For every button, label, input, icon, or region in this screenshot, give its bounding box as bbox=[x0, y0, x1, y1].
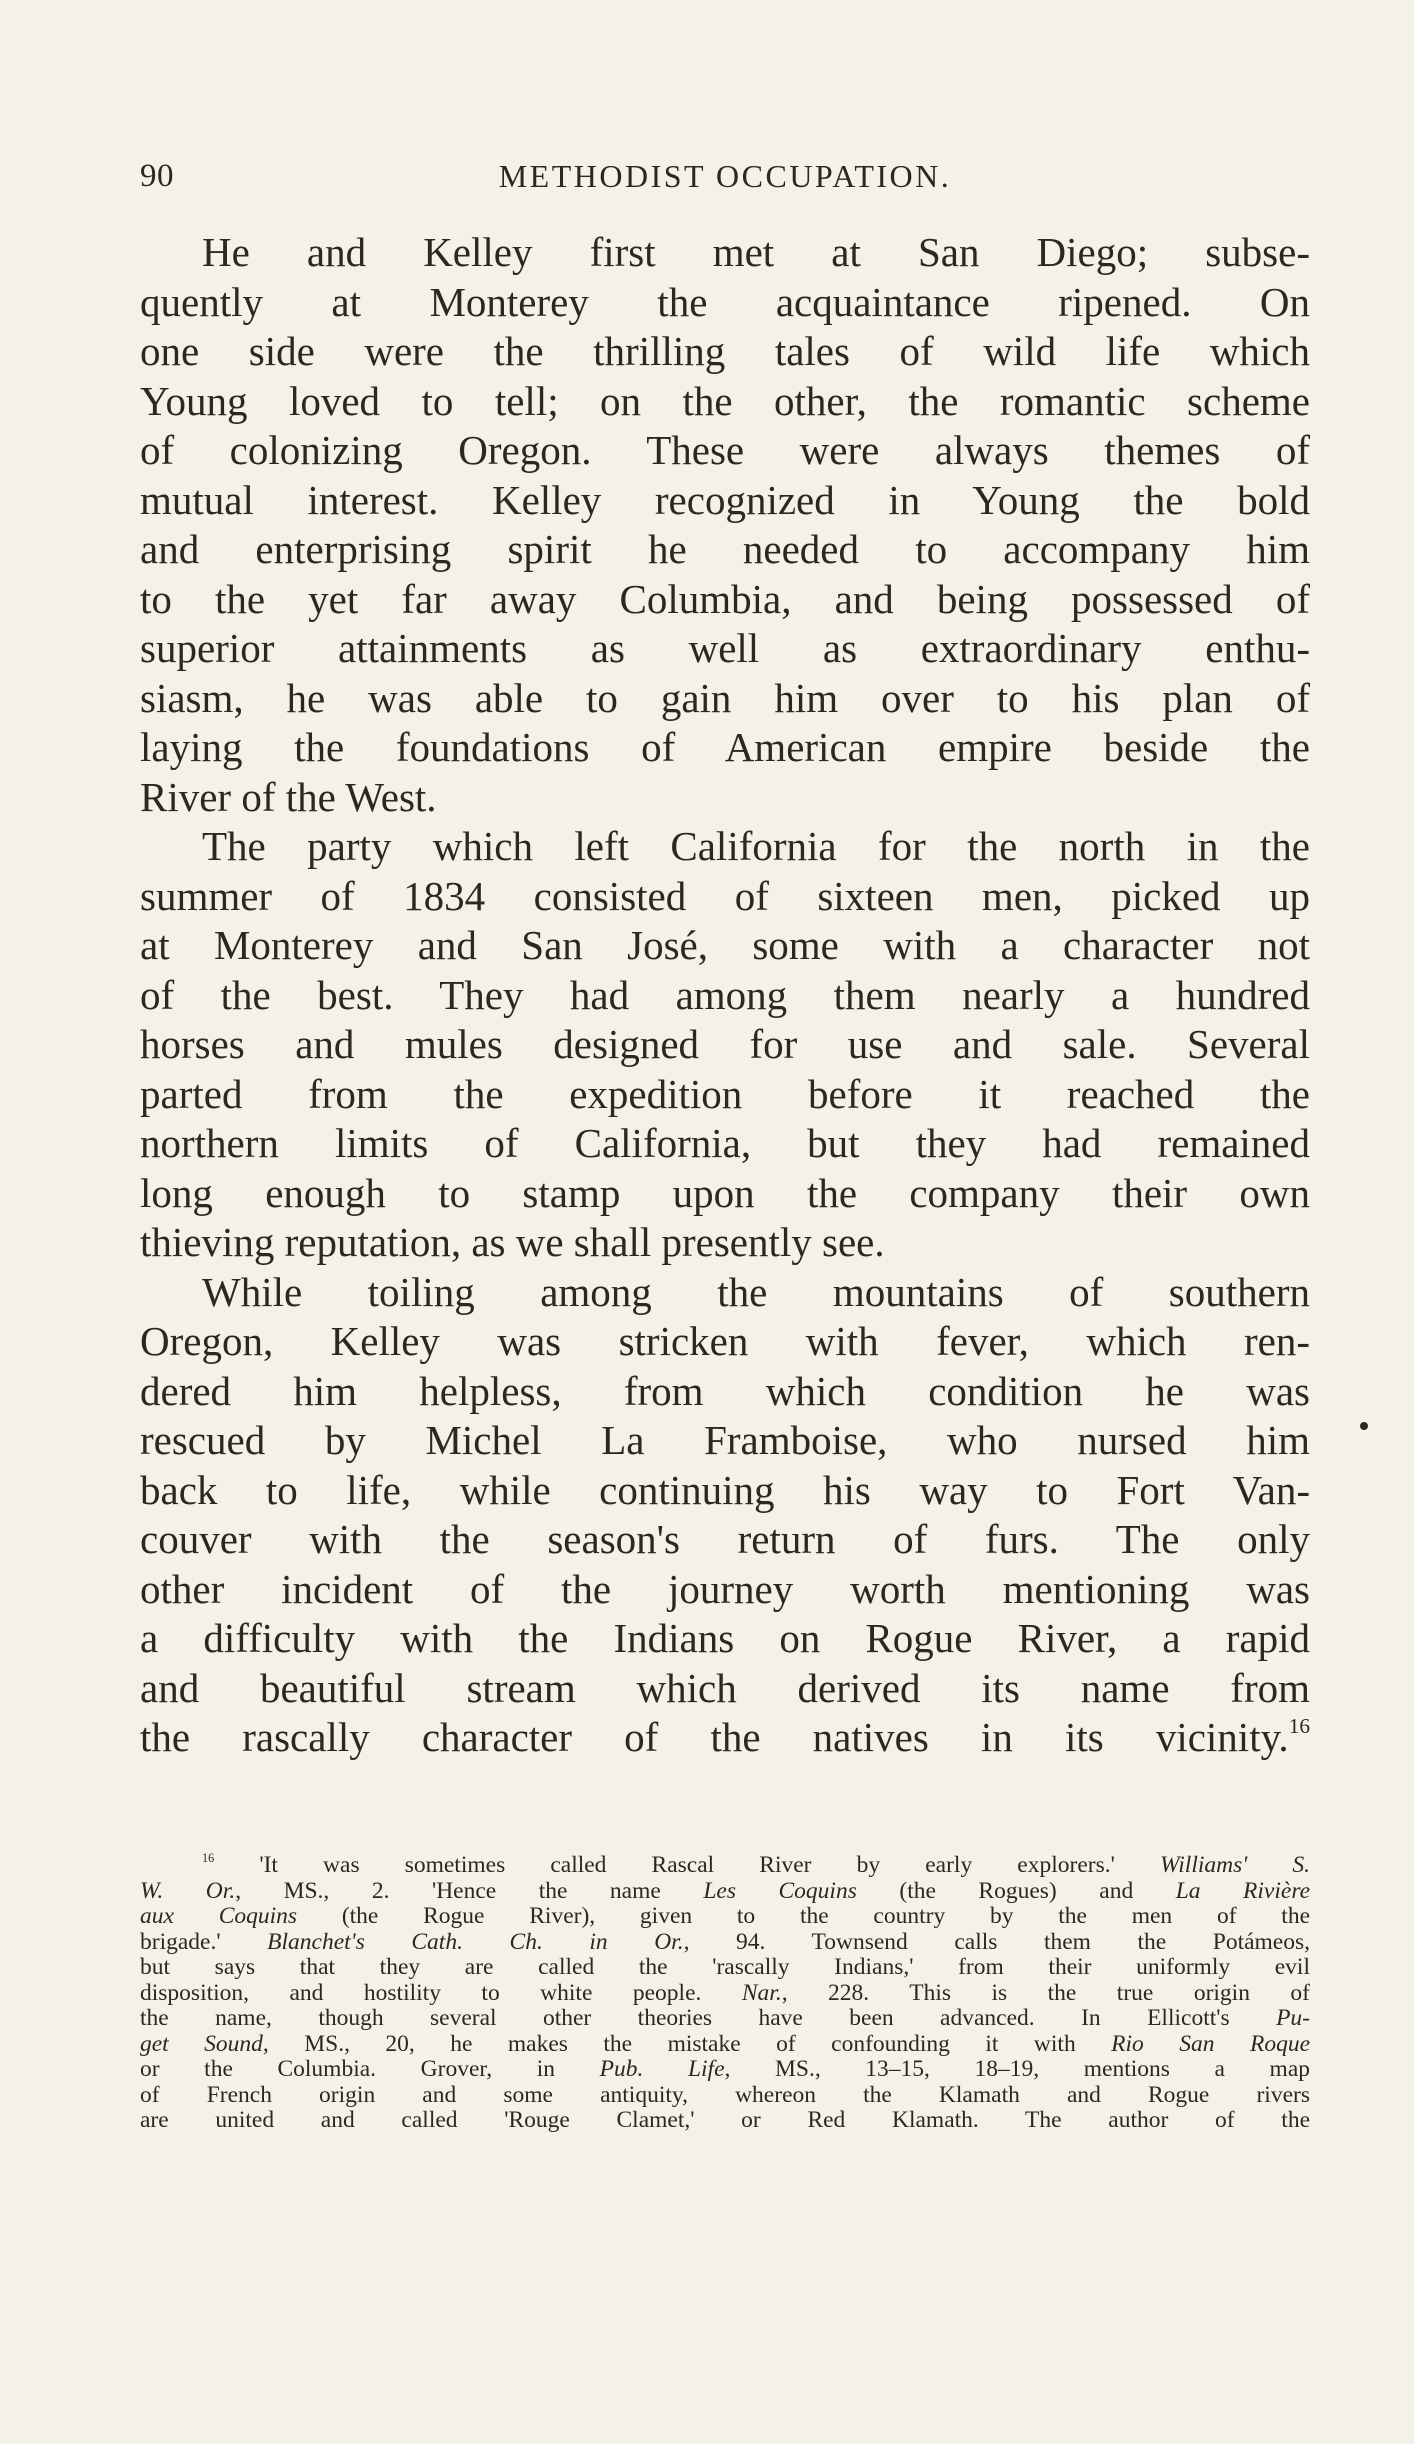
body-line: summer of 1834 consisted of sixteen men, picked up bbox=[140, 872, 1310, 919]
footnote-line: $^{16}$ 'It was sometimes called Rascal River by early explorers.' Williams' S. bbox=[202, 1850, 1311, 1878]
body-line-with-footnote-ref bbox=[140, 1713, 1310, 1763]
body-line: at Monterey and San José, some with a character not bbox=[140, 922, 1310, 968]
footnote-line: are united and called 'Rouge Clamet,' or Red Klamath. The author of the bbox=[140, 2107, 1310, 2133]
margin-mark bbox=[1360, 1422, 1368, 1430]
body-line: mutual interest. Kelley recognized in Young the bold bbox=[140, 476, 1310, 523]
body-line: of the best. They had among them nearly a hundred bbox=[140, 971, 1310, 1018]
body-line: Oregon, Kelley was stricken with fever, which ren- bbox=[140, 1318, 1310, 1364]
body-line-text: the rascally character of the natives in its vicinity. bbox=[140, 1714, 1289, 1760]
body-line: a difficulty with the Indians on Rogue River, a rapid bbox=[140, 1615, 1310, 1661]
body-line: quently at Monterey the acquaintance ripened. On bbox=[140, 278, 1310, 325]
body-line: northern limits of California, but they had remained bbox=[140, 1120, 1310, 1166]
body-line: siasm, he was able to gain him over to his plan of bbox=[140, 674, 1310, 721]
body-line: one side were the thrilling tales of wild life which bbox=[140, 328, 1310, 374]
body-text bbox=[140, 228, 1310, 1763]
body-line: couver with the season's return of furs. The only bbox=[140, 1516, 1310, 1562]
footnote-line: but says that they are called the 'rascally Indians,' from their uniformly evil bbox=[140, 1954, 1310, 1980]
body-line: laying the foundations of American empire beside the bbox=[140, 724, 1310, 770]
footnote-line: aux Coquins (the Rogue River), given to the country by the men of the bbox=[140, 1903, 1311, 1929]
footnote-line: the name, though several other theories have been advanced. In Ellicott's Pu- bbox=[140, 2005, 1310, 2031]
body-line: and enterprising spirit he needed to accompany him bbox=[140, 526, 1310, 572]
body-line: River of the West. bbox=[140, 773, 437, 820]
body-line: of colonizing Oregon. These were always themes of bbox=[140, 427, 1310, 473]
footnote-line: or the Columbia. Grover, in Pub. Life, MS., 13–15, 18–19, mentions a map bbox=[140, 2056, 1310, 2082]
footnote-line: brigade.' Blanchet's Cath. Ch. in Or., 94. Townsend calls them the Potámeos, bbox=[140, 1928, 1311, 1955]
body-line: He and Kelley first met at San Diego; subse- bbox=[202, 229, 1310, 275]
footnote-reference: 16 bbox=[1288, 1713, 1310, 1738]
body-line: and beautiful stream which derived its name from bbox=[140, 1664, 1310, 1711]
footnote bbox=[140, 1850, 1311, 2134]
body-line: Young loved to tell; on the other, the romantic scheme bbox=[140, 377, 1310, 424]
body-line: back to life, while continuing his way to Fort Van- bbox=[140, 1466, 1310, 1513]
body-line: long enough to stamp upon the company their own bbox=[140, 1169, 1310, 1216]
footnote-line: W. Or., MS., 2. 'Hence the name Les Coquins (the Rogues) and La Rivière bbox=[140, 1877, 1311, 1904]
footnote-line: get Sound, MS., 20, he makes the mistake of confounding it with Rio San Roque bbox=[140, 2030, 1311, 2057]
page-header bbox=[140, 158, 1310, 198]
body-line: other incident of the journey worth mentioning was bbox=[140, 1565, 1310, 1612]
body-line: parted from the expedition before it reached the bbox=[140, 1070, 1310, 1117]
body-line: superior attainments as well as extraordinary enthu- bbox=[140, 625, 1310, 671]
body-line: thieving reputation, as we shall presently see. bbox=[140, 1219, 885, 1265]
body-line: dered him helpless, from which condition he was bbox=[140, 1367, 1310, 1414]
page-number: 90 bbox=[140, 158, 174, 194]
body-line: rescued by Michel La Framboise, who nursed him bbox=[140, 1417, 1310, 1463]
body-line: While toiling among the mountains of southern bbox=[202, 1268, 1310, 1315]
body-line: The party which left California for the north in the bbox=[202, 823, 1310, 869]
body-line: horses and mules designed for use and sale. Several bbox=[140, 1021, 1310, 1067]
footnote-number: 16 bbox=[202, 1850, 215, 1865]
footnote-line: disposition, and hostility to white people. Nar., 228. This is the true origin of bbox=[140, 1979, 1311, 2006]
footnote-line: of French origin and some antiquity, whereon the Klamath and Rogue rivers bbox=[140, 2081, 1310, 2108]
body-line: to the yet far away Columbia, and being possessed of bbox=[140, 575, 1310, 622]
running-head: METHODIST OCCUPATION. bbox=[498, 158, 952, 194]
